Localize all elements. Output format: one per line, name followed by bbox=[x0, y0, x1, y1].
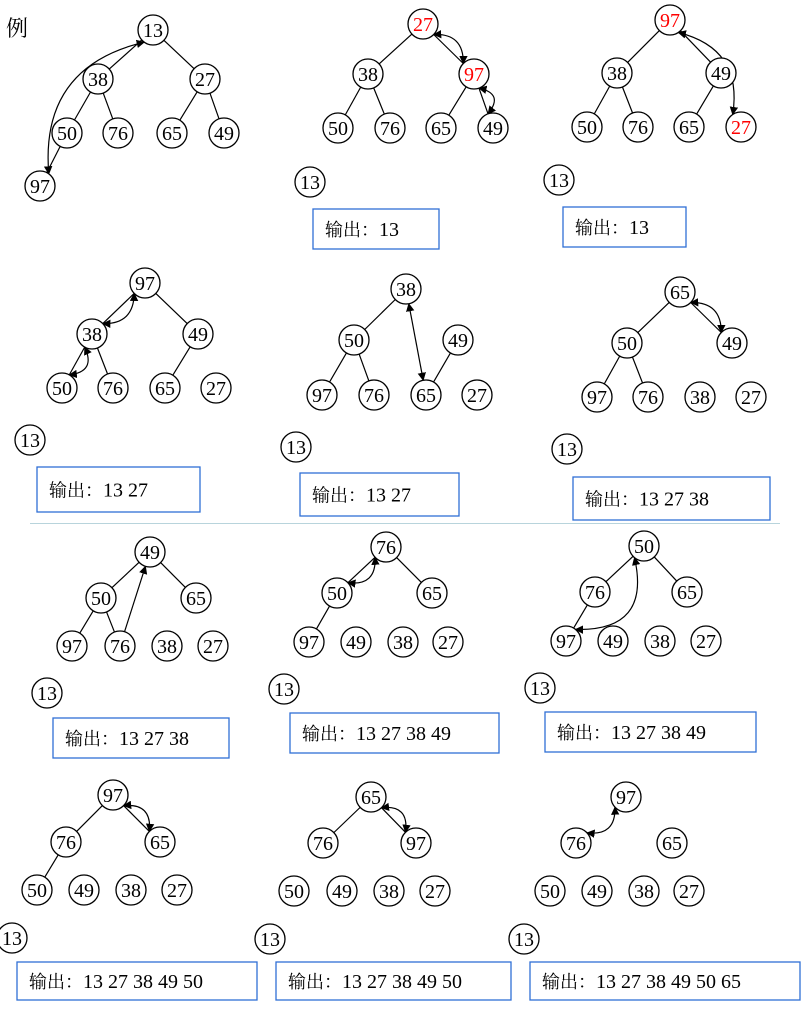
heap-node bbox=[535, 876, 565, 906]
output-box bbox=[17, 962, 257, 1000]
tree-edge bbox=[173, 347, 190, 375]
tree-edge bbox=[449, 87, 466, 115]
output-box bbox=[545, 712, 756, 752]
heap-node bbox=[582, 876, 612, 906]
svg-text:13: 13 bbox=[286, 437, 306, 459]
svg-text:49: 49 bbox=[74, 880, 94, 902]
output-box bbox=[53, 718, 229, 758]
svg-text:27: 27 bbox=[438, 632, 458, 654]
output-text: 输出：13 27 38 49 50 bbox=[29, 971, 203, 993]
removed-node bbox=[281, 432, 311, 462]
tree-edge bbox=[594, 86, 609, 114]
swap-arrow bbox=[48, 42, 144, 174]
svg-text:38: 38 bbox=[88, 69, 108, 91]
heap-node bbox=[633, 382, 663, 412]
svg-text:49: 49 bbox=[140, 542, 160, 564]
heap-node bbox=[162, 875, 192, 905]
svg-text:76: 76 bbox=[628, 117, 648, 139]
heap-node bbox=[629, 531, 659, 561]
tree-edge bbox=[606, 556, 633, 581]
svg-text:27: 27 bbox=[413, 14, 433, 36]
heap-node bbox=[353, 59, 383, 89]
output-text: 输出：13 27 bbox=[312, 484, 411, 507]
heap-node bbox=[726, 112, 756, 142]
heap-node bbox=[356, 782, 386, 812]
svg-text:65: 65 bbox=[155, 378, 175, 400]
heap-node bbox=[25, 171, 55, 201]
svg-text:97: 97 bbox=[299, 632, 319, 654]
svg-text:97: 97 bbox=[660, 10, 680, 32]
svg-text:27: 27 bbox=[696, 631, 716, 653]
svg-text:13: 13 bbox=[549, 170, 569, 192]
tree-edge bbox=[628, 31, 660, 63]
svg-text:49: 49 bbox=[188, 324, 208, 346]
heap-node bbox=[209, 118, 239, 148]
svg-text:65: 65 bbox=[150, 832, 170, 854]
heap-node bbox=[327, 876, 357, 906]
tree-edge bbox=[180, 92, 197, 120]
removed-node bbox=[552, 434, 582, 464]
svg-text:97: 97 bbox=[30, 176, 50, 198]
tree-edge bbox=[654, 557, 677, 581]
output-box bbox=[530, 962, 800, 1000]
heap-node bbox=[339, 325, 369, 355]
tree-edge bbox=[434, 353, 451, 382]
svg-text:49: 49 bbox=[603, 631, 623, 653]
heap-node bbox=[47, 373, 77, 403]
svg-text:97: 97 bbox=[616, 787, 636, 809]
svg-text:76: 76 bbox=[56, 832, 76, 854]
svg-text:76: 76 bbox=[313, 833, 333, 855]
heap-node bbox=[375, 113, 405, 143]
heap-node bbox=[706, 58, 736, 88]
svg-text:65: 65 bbox=[662, 833, 682, 855]
tree-edge bbox=[622, 87, 632, 113]
svg-text:13: 13 bbox=[20, 430, 40, 452]
heap-step-2 bbox=[295, 9, 508, 249]
heap-node bbox=[391, 274, 421, 304]
svg-text:49: 49 bbox=[722, 333, 742, 355]
heap-node bbox=[374, 876, 404, 906]
svg-text:38: 38 bbox=[393, 632, 413, 654]
heap-node bbox=[426, 113, 456, 143]
heap-node bbox=[198, 631, 228, 661]
svg-text:50: 50 bbox=[27, 880, 47, 902]
svg-text:97: 97 bbox=[406, 833, 426, 855]
svg-text:76: 76 bbox=[108, 123, 128, 145]
heap-node bbox=[433, 627, 463, 657]
svg-text:27: 27 bbox=[679, 881, 699, 903]
output-text: 输出：13 27 38 49 50 65 bbox=[542, 971, 741, 993]
heap-node bbox=[323, 113, 353, 143]
output-text: 输出：13 27 38 49 bbox=[557, 722, 706, 744]
heap-node bbox=[103, 118, 133, 148]
svg-text:13: 13 bbox=[260, 929, 280, 951]
tree-edge bbox=[156, 293, 187, 323]
heap-node bbox=[551, 626, 581, 656]
tree-edge bbox=[397, 558, 422, 583]
svg-text:27: 27 bbox=[195, 69, 215, 91]
svg-text:97: 97 bbox=[556, 631, 576, 653]
output-text: 输出：13 27 38 49 50 bbox=[288, 971, 462, 993]
removed-node bbox=[0, 923, 27, 953]
svg-text:38: 38 bbox=[634, 881, 654, 903]
swap-arrow bbox=[587, 807, 615, 833]
heap-node bbox=[308, 828, 338, 858]
tree-edge bbox=[479, 88, 488, 114]
heap-node bbox=[105, 631, 135, 661]
svg-text:97: 97 bbox=[135, 273, 155, 295]
removed-node bbox=[295, 167, 325, 197]
tree-edge bbox=[345, 87, 360, 115]
svg-text:27: 27 bbox=[167, 880, 187, 902]
heap-node bbox=[341, 627, 371, 657]
heap-node bbox=[145, 827, 175, 857]
heap-node bbox=[371, 532, 401, 562]
tree-edge bbox=[124, 806, 150, 832]
svg-text:76: 76 bbox=[103, 378, 123, 400]
heap-node bbox=[665, 277, 695, 307]
heap-node bbox=[157, 118, 187, 148]
output-text: 输出：13 bbox=[325, 219, 399, 241]
svg-text:65: 65 bbox=[422, 583, 442, 605]
svg-text:76: 76 bbox=[110, 636, 130, 658]
svg-text:50: 50 bbox=[328, 118, 348, 140]
tree-edge bbox=[80, 611, 93, 633]
removed-node bbox=[525, 673, 555, 703]
heap-node bbox=[57, 631, 87, 661]
svg-text:49: 49 bbox=[483, 118, 503, 140]
svg-text:50: 50 bbox=[52, 378, 72, 400]
svg-text:38: 38 bbox=[396, 279, 416, 301]
tree-edge bbox=[434, 35, 464, 64]
svg-text:76: 76 bbox=[566, 833, 586, 855]
tree-edge bbox=[164, 40, 194, 68]
heap-node bbox=[411, 380, 441, 410]
svg-text:38: 38 bbox=[650, 631, 670, 653]
swap-arrow bbox=[409, 304, 423, 381]
heap-node bbox=[77, 319, 107, 349]
heap-node bbox=[462, 380, 492, 410]
heap-node bbox=[443, 325, 473, 355]
output-box bbox=[290, 713, 499, 753]
heap-step-5 bbox=[281, 274, 492, 516]
heap-node bbox=[138, 15, 168, 45]
svg-text:13: 13 bbox=[143, 20, 163, 42]
svg-text:13: 13 bbox=[274, 679, 294, 701]
heap-node bbox=[645, 626, 675, 656]
tree-edge bbox=[365, 300, 396, 330]
svg-text:65: 65 bbox=[677, 582, 697, 604]
heap-step-7 bbox=[32, 537, 229, 758]
heap-node bbox=[611, 782, 641, 812]
heap-node bbox=[623, 112, 653, 142]
tree-edge bbox=[161, 563, 186, 588]
heap-step-1 bbox=[25, 15, 239, 201]
svg-text:50: 50 bbox=[327, 583, 347, 605]
heap-node bbox=[572, 112, 602, 142]
svg-text:50: 50 bbox=[57, 123, 77, 145]
heap-node bbox=[685, 382, 715, 412]
removed-node bbox=[255, 924, 285, 954]
svg-text:50: 50 bbox=[91, 588, 111, 610]
svg-text:13: 13 bbox=[557, 439, 577, 461]
heap-node bbox=[152, 631, 182, 661]
removed-node bbox=[509, 924, 539, 954]
svg-text:76: 76 bbox=[638, 387, 658, 409]
output-box bbox=[563, 207, 686, 247]
svg-text:38: 38 bbox=[690, 387, 710, 409]
tree-edge bbox=[381, 808, 405, 833]
tree-edge bbox=[374, 88, 385, 114]
tree-edge bbox=[112, 562, 139, 587]
output-box bbox=[573, 477, 770, 520]
heap-node bbox=[201, 373, 231, 403]
removed-node bbox=[15, 425, 45, 455]
heap-node bbox=[580, 577, 610, 607]
svg-text:97: 97 bbox=[587, 387, 607, 409]
heap-node bbox=[322, 578, 352, 608]
heap-node bbox=[478, 113, 508, 143]
svg-text:27: 27 bbox=[731, 117, 751, 139]
svg-text:13: 13 bbox=[530, 678, 550, 700]
heap-node bbox=[307, 380, 337, 410]
svg-text:38: 38 bbox=[121, 880, 141, 902]
svg-text:50: 50 bbox=[617, 333, 637, 355]
tree-edge bbox=[334, 807, 360, 832]
tree-edge bbox=[680, 31, 710, 62]
heap-node bbox=[22, 875, 52, 905]
tree-edge bbox=[379, 34, 412, 64]
heap-step-4 bbox=[15, 268, 231, 512]
svg-text:50: 50 bbox=[540, 881, 560, 903]
svg-text:65: 65 bbox=[679, 117, 699, 139]
heap-node bbox=[598, 626, 628, 656]
heap-node bbox=[181, 583, 211, 613]
heap-node bbox=[408, 9, 438, 39]
heap-step-9 bbox=[525, 531, 756, 752]
svg-text:13: 13 bbox=[2, 928, 22, 950]
tree-edge bbox=[697, 86, 714, 114]
output-text: 输出：13 27 38 bbox=[585, 488, 709, 511]
tree-edge bbox=[604, 356, 619, 384]
removed-node bbox=[32, 678, 62, 708]
tree-edge bbox=[632, 357, 642, 383]
tree-edge bbox=[330, 353, 347, 382]
svg-text:65: 65 bbox=[416, 385, 436, 407]
example-label: 例 bbox=[6, 17, 29, 42]
heap-node bbox=[401, 828, 431, 858]
heap-node bbox=[657, 828, 687, 858]
svg-text:27: 27 bbox=[467, 385, 487, 407]
svg-text:27: 27 bbox=[425, 881, 445, 903]
svg-text:13: 13 bbox=[37, 683, 57, 705]
svg-text:49: 49 bbox=[711, 63, 731, 85]
svg-text:38: 38 bbox=[379, 881, 399, 903]
svg-text:97: 97 bbox=[62, 636, 82, 658]
removed-node bbox=[544, 165, 574, 195]
svg-text:65: 65 bbox=[361, 787, 381, 809]
output-box bbox=[37, 467, 200, 512]
heap-node bbox=[417, 578, 447, 608]
tree-edge bbox=[97, 348, 107, 374]
heap-node bbox=[294, 627, 324, 657]
heap-node bbox=[69, 875, 99, 905]
heap-node bbox=[83, 64, 113, 94]
heap-node bbox=[736, 382, 766, 412]
svg-text:27: 27 bbox=[741, 387, 761, 409]
svg-text:50: 50 bbox=[577, 117, 597, 139]
heap-step-11 bbox=[255, 782, 511, 1000]
heap-node bbox=[359, 380, 389, 410]
heap-node bbox=[183, 319, 213, 349]
svg-text:38: 38 bbox=[358, 64, 378, 86]
tree-edge bbox=[348, 557, 375, 582]
svg-text:49: 49 bbox=[587, 881, 607, 903]
output-box bbox=[313, 209, 439, 249]
heap-node bbox=[51, 827, 81, 857]
heap-node bbox=[98, 373, 128, 403]
svg-text:76: 76 bbox=[585, 582, 605, 604]
tree-edge bbox=[210, 93, 219, 119]
output-text: 输出：13 27 38 bbox=[65, 728, 189, 750]
svg-text:13: 13 bbox=[300, 172, 320, 194]
tree-edge bbox=[103, 93, 113, 119]
tree-edge bbox=[574, 605, 588, 628]
heap-node bbox=[459, 59, 489, 89]
svg-text:50: 50 bbox=[344, 330, 364, 352]
output-text: 输出：13 27 bbox=[49, 479, 148, 502]
svg-text:13: 13 bbox=[514, 929, 534, 951]
heap-node bbox=[190, 64, 220, 94]
heap-node bbox=[388, 627, 418, 657]
heap-node bbox=[717, 328, 747, 358]
heap-node bbox=[674, 112, 704, 142]
svg-text:49: 49 bbox=[448, 330, 468, 352]
heap-node bbox=[655, 5, 685, 35]
removed-node bbox=[269, 674, 299, 704]
svg-text:50: 50 bbox=[634, 536, 654, 558]
svg-text:76: 76 bbox=[364, 385, 384, 407]
output-box bbox=[276, 962, 511, 1000]
svg-text:50: 50 bbox=[284, 881, 304, 903]
tree-edge bbox=[638, 302, 669, 332]
svg-text:65: 65 bbox=[162, 123, 182, 145]
tree-edge bbox=[316, 606, 329, 629]
svg-text:65: 65 bbox=[431, 118, 451, 140]
svg-text:49: 49 bbox=[214, 123, 234, 145]
svg-text:76: 76 bbox=[380, 118, 400, 140]
heap-node bbox=[602, 58, 632, 88]
svg-text:27: 27 bbox=[203, 636, 223, 658]
heap-node bbox=[116, 875, 146, 905]
svg-text:97: 97 bbox=[312, 385, 332, 407]
svg-text:38: 38 bbox=[157, 636, 177, 658]
heap-step-12 bbox=[509, 782, 800, 1000]
heap-node bbox=[150, 373, 180, 403]
heap-node bbox=[279, 876, 309, 906]
heap-node bbox=[582, 382, 612, 412]
tree-edge bbox=[691, 303, 722, 333]
heap-node bbox=[86, 583, 116, 613]
heap-node bbox=[52, 118, 82, 148]
tree-edge bbox=[107, 612, 115, 632]
tree-edge bbox=[77, 806, 103, 832]
svg-text:97: 97 bbox=[103, 785, 123, 807]
svg-text:38: 38 bbox=[82, 324, 102, 346]
heap-node bbox=[691, 626, 721, 656]
heap-node bbox=[674, 876, 704, 906]
output-text: 输出：13 bbox=[575, 217, 649, 239]
heap-node bbox=[612, 328, 642, 358]
tree-edge bbox=[359, 354, 369, 381]
heap-node bbox=[98, 780, 128, 810]
heap-node bbox=[672, 577, 702, 607]
output-box bbox=[300, 473, 459, 516]
heap-step-6 bbox=[552, 277, 770, 520]
output-text: 输出：13 27 38 49 bbox=[302, 723, 451, 745]
heap-node bbox=[561, 828, 591, 858]
tree-edge bbox=[74, 92, 90, 120]
heap-node bbox=[629, 876, 659, 906]
heap-node bbox=[135, 537, 165, 567]
svg-text:27: 27 bbox=[206, 378, 226, 400]
tree-edge bbox=[45, 855, 58, 877]
heap-step-8 bbox=[269, 532, 499, 753]
svg-text:97: 97 bbox=[464, 64, 484, 86]
heap-node bbox=[420, 876, 450, 906]
swap-arrow bbox=[125, 566, 146, 631]
tree-edge bbox=[103, 293, 134, 323]
heap-step-10 bbox=[0, 780, 257, 1000]
svg-text:38: 38 bbox=[607, 63, 627, 85]
svg-text:65: 65 bbox=[186, 588, 206, 610]
svg-text:49: 49 bbox=[332, 881, 352, 903]
svg-text:76: 76 bbox=[376, 537, 396, 559]
svg-text:49: 49 bbox=[346, 632, 366, 654]
heap-step-3 bbox=[544, 5, 756, 247]
svg-text:65: 65 bbox=[670, 282, 690, 304]
heap-node bbox=[130, 268, 160, 298]
